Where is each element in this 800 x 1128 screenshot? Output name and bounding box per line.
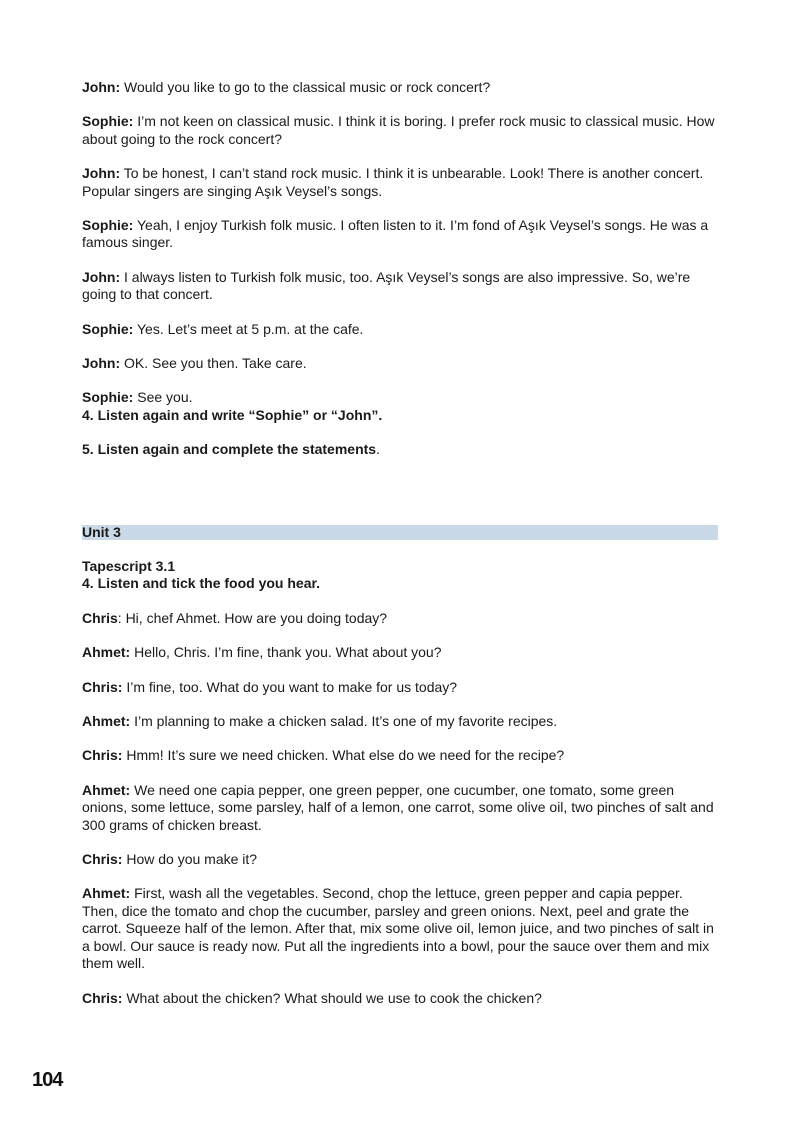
- dialogue-line: [82, 79, 722, 96]
- dialogue-text: Hmm! It’s sure we need chicken. What else do we need for the recipe?: [122, 747, 565, 764]
- dialogue-line: [82, 217, 722, 252]
- speaker-name: Sophie:: [82, 320, 134, 337]
- dialogue-text: OK. See you then. Take care.: [120, 355, 307, 372]
- speaker-name: John:: [82, 79, 121, 95]
- dialogue-line: [82, 321, 722, 338]
- dialogue-line: [82, 165, 722, 200]
- tapescript-instruction: 4. Listen and tick the food you hear.: [82, 575, 321, 592]
- speaker-name: Sophie:: [82, 217, 134, 234]
- dialogue-line: [82, 851, 722, 868]
- dialogue-text: Yeah, I enjoy Turkish folk music. I often listen to it. I’m fond of Aşık Veysel’s songs. He was a famous singer.: [82, 217, 709, 251]
- dialogue-line: [82, 782, 722, 834]
- dialogue-line: [82, 747, 722, 764]
- dialogue-text: How do you make it?: [122, 851, 258, 868]
- speaker-name: Chris:: [82, 989, 123, 1006]
- dialogue-line: [82, 644, 722, 661]
- speaker-name: Ahmet:: [82, 781, 131, 798]
- speaker-name: Sophie:: [82, 389, 134, 406]
- dialogue-section-1: [82, 79, 722, 459]
- dialogue-text: See you.: [133, 389, 193, 406]
- dialogue-line: [82, 990, 722, 1007]
- speaker-name: Sophie:: [82, 113, 134, 130]
- dialogue-text: We need one capia pepper, one green pepper, one cucumber, one tomato, some green onions, some lettuce, some parsley, half of a lemon, one carrot, some olive oil, two pinches of salt and 300 grams of chicken breast.: [82, 781, 714, 833]
- unit-label: Unit 3: [82, 524, 121, 540]
- dialogue-text: I’m fine, too. What do you want to make for us today?: [122, 678, 458, 695]
- dialogue-text: Yes. Let’s meet at 5 p.m. at the cafe.: [133, 320, 364, 337]
- speaker-name: Chris:: [82, 678, 123, 695]
- speaker-name: Chris:: [82, 851, 123, 868]
- dialogue-text: Would you like to go to the classical music or rock concert?: [120, 79, 491, 95]
- dialogue-line: [82, 610, 722, 627]
- speaker-name: Ahmet:: [82, 644, 131, 661]
- dialogue-text: To be honest, I can’t stand rock music. I think it is unbearable. Look! There is another concert. Popular singers are singing Aşık Veysel’s songs.: [82, 165, 704, 199]
- dialogue-line: [82, 113, 722, 148]
- speaker-name: Chris: [82, 609, 118, 626]
- dialogue-text: I’m not keen on classical music. I think it is boring. I prefer rock music to classical music. How about going to the rock concert?: [82, 113, 715, 147]
- dialogue-text: First, wash all the vegetables. Second, chop the lettuce, green pepper and capia pepper. Then, dice the tomato and chop the cucumber, parsley and green onions. Next, peel and grate the carrot. Squeeze half of the lemon. After that, mix some olive oil, lemon juice, and two pinches of salt in a bowl. Our sauce is ready now. Put all the ingredients into a bowl, pour the sauce over them and mix them well.: [82, 885, 714, 972]
- instruction-item-4: 4. Listen again and write “Sophie” or “John”.: [82, 406, 383, 423]
- dialogue-text: What about the chicken? What should we use to cook the chicken?: [122, 989, 542, 1006]
- dialogue-line: [82, 269, 722, 304]
- page-number: 104: [32, 1069, 63, 1091]
- dialogue-line: [82, 885, 722, 972]
- unit-header-bar: [82, 525, 718, 540]
- speaker-name: John:: [82, 268, 121, 285]
- dialogue-line: [82, 389, 722, 406]
- tapescript-title: Tapescript 3.1: [82, 558, 176, 574]
- dialogue-line: [82, 713, 722, 730]
- instruction-item-5: 5. Listen again and complete the statements.: [82, 441, 380, 458]
- dialogue-text: Hello, Chris. I’m fine, thank you. What about you?: [130, 644, 442, 661]
- dialogue-line: [82, 355, 722, 372]
- dialogue-section-2: [82, 558, 722, 1007]
- dialogue-text: I’m planning to make a chicken salad. It’s one of my favorite recipes.: [130, 713, 558, 730]
- speaker-name: John:: [82, 355, 121, 372]
- speaker-name: Ahmet:: [82, 713, 131, 730]
- dialogue-text: : Hi, chef Ahmet. How are you doing today?: [117, 609, 388, 626]
- speaker-name: Chris:: [82, 747, 123, 764]
- speaker-name: Ahmet:: [82, 885, 131, 902]
- dialogue-line: [82, 679, 722, 696]
- dialogue-text: I always listen to Turkish folk music, too. Aşık Veysel’s songs are also impressive. So, we’re going to that concert.: [82, 268, 691, 303]
- speaker-name: John:: [82, 165, 121, 182]
